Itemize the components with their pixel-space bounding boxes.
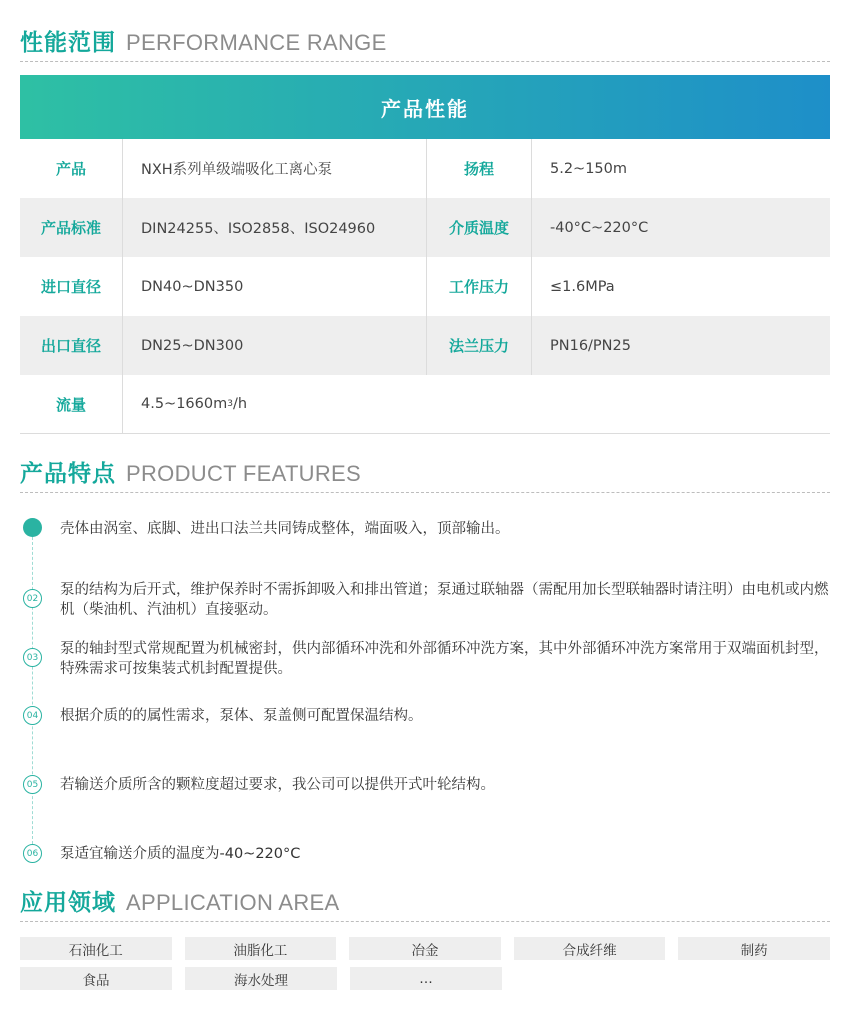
divider [20, 492, 830, 493]
feature-item: 根据介质的的属性需求，泵体、泵盖侧可配置保温结构。 [60, 708, 423, 724]
application-row [20, 967, 830, 990]
flow-superscript: 3 [227, 399, 233, 409]
timeline-marker-03: 03 [23, 648, 42, 667]
row-value: PN16/PN25 [550, 337, 631, 354]
row-value: 5.2~150m [550, 160, 628, 177]
features-title-en: PRODUCT FEATURES [126, 461, 362, 486]
application-tag: 油脂化工 [185, 937, 337, 960]
performance-section-title [20, 24, 387, 57]
row-label: 流量 [20, 375, 123, 433]
row-value: DIN24255、ISO2858、ISO24960 [141, 221, 376, 237]
timeline-marker-05: 05 [23, 775, 42, 794]
row-label: 扬程 [426, 139, 532, 198]
performance-title-en: PERFORMANCE RANGE [126, 30, 387, 55]
row-label: 出口直径 [20, 316, 123, 375]
application-tag: 石油化工 [20, 937, 172, 960]
timeline-marker-02: 02 [23, 589, 42, 608]
application-tag: 合成纤维 [514, 937, 666, 960]
row-value: DN40~DN350 [141, 278, 244, 295]
row-value [123, 375, 426, 433]
feature-item: 壳体由涡室、底脚、进出口法兰共同铸成整体，端面吸入，顶部输出。 [60, 521, 510, 537]
row-value: DN25~DN300 [141, 337, 244, 354]
application-tag: 食品 [20, 967, 172, 990]
application-tag: 制药 [678, 937, 830, 960]
table-row [20, 375, 830, 434]
flow-value: 4.5~1660m [141, 396, 228, 412]
performance-title-cn: 性能范围 [20, 30, 116, 56]
timeline-line [32, 527, 33, 854]
divider [20, 61, 830, 62]
timeline-marker-06: 06 [23, 844, 42, 863]
feature-item: 若输送介质所含的颗粒度超过要求，我公司可以提供开式叶轮结构。 [60, 777, 495, 793]
application-title-en: APPLICATION AREA [126, 890, 340, 915]
table-row [20, 257, 830, 316]
application-row [20, 937, 830, 960]
table-row [20, 198, 830, 257]
flow-unit: /h [232, 396, 248, 412]
row-label: 工作压力 [426, 257, 532, 316]
application-title-cn: 应用领域 [20, 890, 116, 916]
performance-table-header: 产品性能 [20, 75, 830, 139]
row-label: 产品 [20, 139, 123, 198]
row-value: -40°C~220°C [550, 219, 649, 236]
application-section-title [20, 884, 339, 917]
application-tag: … [350, 967, 502, 990]
row-label: 法兰压力 [426, 316, 532, 375]
table-row [20, 139, 830, 198]
row-label: 介质温度 [426, 198, 532, 257]
table-row [20, 316, 830, 375]
features-section-title [20, 455, 361, 488]
application-tag: 海水处理 [185, 967, 337, 990]
performance-table [20, 139, 830, 434]
timeline-marker-04: 04 [23, 706, 42, 725]
feature-item: 泵的轴封型式常规配置为机械密封，供内部循环冲洗和外部循环冲洗方案，其中外部循环冲洗方案常用于双端面机封型，特殊需求可按集装式机封配置提供。 [60, 641, 829, 677]
timeline-dot-icon [23, 518, 42, 537]
row-value: ≤1.6MPa [550, 278, 615, 295]
application-tag: 冶金 [349, 937, 501, 960]
feature-item: 泵的结构为后开式，维护保养时不需拆卸吸入和排出管道；泵通过联轴器（需配用加长型联轴器时请注明）由电机或内燃机（柴油机、汽油机）直接驱动。 [60, 582, 829, 618]
divider [20, 921, 830, 922]
features-title-cn: 产品特点 [20, 461, 116, 487]
row-label: 进口直径 [20, 257, 123, 316]
application-grid [20, 937, 830, 997]
row-label: 产品标准 [20, 198, 123, 257]
feature-item: 泵适宜输送介质的温度为-40~220°C [60, 846, 301, 862]
row-value: NXH系列单级端吸化工离心泵 [141, 162, 333, 178]
